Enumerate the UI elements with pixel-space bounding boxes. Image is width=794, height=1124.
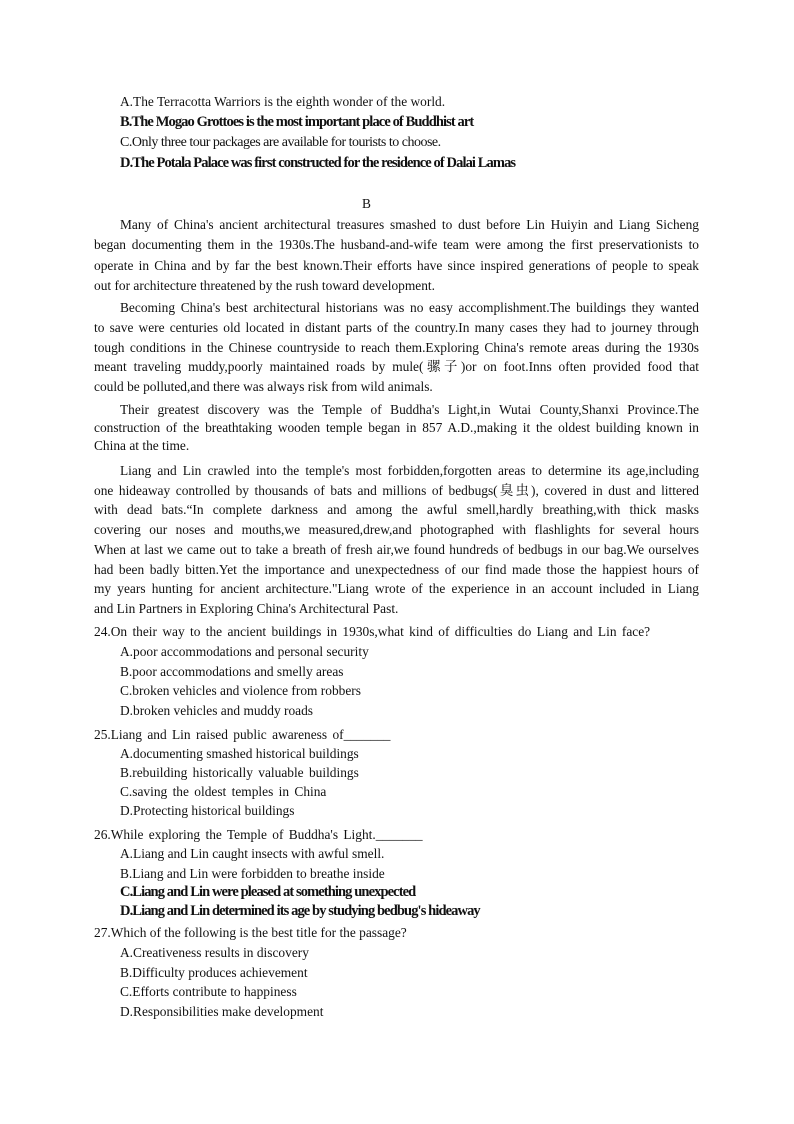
passage-line: covering our noses and mouths,we measured,drew,and photographed with flashlights for several hours bbox=[94, 522, 699, 538]
answer-option-c: C.broken vehicles and violence from robbers bbox=[120, 683, 361, 699]
question-27 bbox=[94, 923, 714, 1022]
section-label: B bbox=[362, 196, 371, 211]
answer-option-b: B.Difficulty produces achievement bbox=[120, 964, 308, 980]
answer-option-b: B.poor accommodations and smelly areas bbox=[120, 663, 344, 679]
answer-option-b: B.The Mogao Grottoes is the most important place of Buddhist art bbox=[120, 114, 474, 131]
answer-option-b: B.rebuilding historically valuable buildings bbox=[120, 765, 359, 780]
passage-line: had been badly bitten.Yet the importance and unexpectedness of our find made those the happiest hours of bbox=[94, 561, 699, 577]
passage-line: began documenting them in the 1930s.The husband-and-wife team were among the first preservationists to bbox=[94, 237, 699, 253]
passage-line: Their greatest discovery was the Temple of Buddha's Light,in Wutai County,Shanxi Province.The bbox=[120, 402, 699, 417]
passage-line: and Lin Partners in Exploring China's Architectural Past. bbox=[94, 600, 399, 616]
passage-line: When at last we came out to take a breath of fresh air,we found hundreds of bedbugs in our bag.We ourselves bbox=[94, 541, 699, 557]
passage-line: Becoming China's best architectural historians was no easy accomplishment.The buildings they wanted bbox=[120, 300, 699, 315]
answer-option-d: D.Protecting historical buildings bbox=[120, 803, 295, 818]
answer-option-a: A.Creativeness results in discovery bbox=[120, 944, 309, 960]
answer-option-c: C.Efforts contribute to happiness bbox=[120, 984, 297, 1000]
passage-line: operate in China and by far the best known.Their efforts have since inspired generations of people to speak bbox=[94, 257, 699, 273]
answer-option-c: C.saving the oldest temples in China bbox=[120, 784, 327, 799]
passage-line: meant traveling muddy,poorly maintained roads by mule(骡子)or on foot.Inns often provided food that bbox=[94, 359, 699, 375]
passage-line: to save were centuries old located in distant parts of the country.In many cases they had to journey through bbox=[94, 319, 699, 335]
passage-line: tough conditions in the Chinese countryside to reach them.Exploring China's remote areas during the 1930s bbox=[94, 339, 699, 355]
question-stem: 25.Liang and Lin raised public awareness of_______ bbox=[94, 727, 391, 742]
question-stem: 26.While exploring the Temple of Buddha's Light._______ bbox=[94, 827, 423, 842]
answer-option-c: C.Only three tour packages are available for tourists to choose. bbox=[120, 134, 441, 150]
passage-paragraph-3 bbox=[94, 401, 699, 455]
answer-option-a: A.documenting smashed historical buildings bbox=[120, 746, 359, 761]
previous-question-options bbox=[120, 92, 515, 173]
passage-line: Liang and Lin crawled into the temple's most forbidden,forgotten areas to determine its age,including bbox=[120, 463, 699, 478]
answer-option-b: B.Liang and Lin were forbidden to breathe inside bbox=[120, 865, 385, 881]
passage-line: one hideaway controlled by thousands of bats and millions of bedbugs(臭虫), covered in dust and littered bbox=[94, 482, 699, 498]
question-stem: 27.Which of the following is the best title for the passage? bbox=[94, 925, 407, 940]
question-24 bbox=[94, 622, 714, 721]
answer-option-d: D.The Potala Palace was first constructed for the residence of Dalai Lamas bbox=[120, 154, 516, 171]
passage-line: could be polluted,and there was always risk from wild animals. bbox=[94, 379, 433, 395]
passage-line: Many of China's ancient architectural treasures smashed to dust before Lin Huiyin and Liang Sicheng bbox=[120, 217, 699, 232]
answer-option-c: C.Liang and Lin were pleased at something unexpected bbox=[120, 883, 416, 900]
answer-option-a: A.poor accommodations and personal security bbox=[120, 643, 369, 659]
passage-line: my years hunting for ancient architecture."Liang wrote of the experience in an account included in Liang bbox=[94, 581, 699, 597]
passage-paragraph-4 bbox=[94, 461, 699, 619]
passage-line: China at the time. bbox=[94, 438, 190, 453]
answer-option-d: D.broken vehicles and muddy roads bbox=[120, 703, 314, 718]
answer-option-a: A.The Terracotta Warriors is the eighth wonder of the world. bbox=[120, 94, 446, 109]
answer-option-a: A.Liang and Lin caught insects with awful smell. bbox=[120, 846, 385, 862]
question-26 bbox=[94, 825, 714, 921]
passage-paragraph-2 bbox=[94, 298, 699, 397]
passage-paragraph-1 bbox=[94, 215, 699, 296]
question-25 bbox=[94, 725, 714, 820]
answer-option-d: D.Liang and Lin determined its age by studying bedbug's hideaway bbox=[120, 903, 480, 919]
passage-line: with dead bats.“In complete darkness and among the awful smell,hardly breathing,with thick masks bbox=[94, 502, 699, 518]
passage-line: out for architecture threatened by the rush toward development. bbox=[94, 277, 435, 293]
question-stem: 24.On their way to the ancient buildings in 1930s,what kind of difficulties do Liang and Lin face? bbox=[94, 624, 651, 639]
passage-line: construction of the breathtaking wooden temple began in 857 A.D.,making it the oldest building known in bbox=[94, 420, 699, 435]
answer-option-d: D.Responsibilities make development bbox=[120, 1004, 324, 1019]
